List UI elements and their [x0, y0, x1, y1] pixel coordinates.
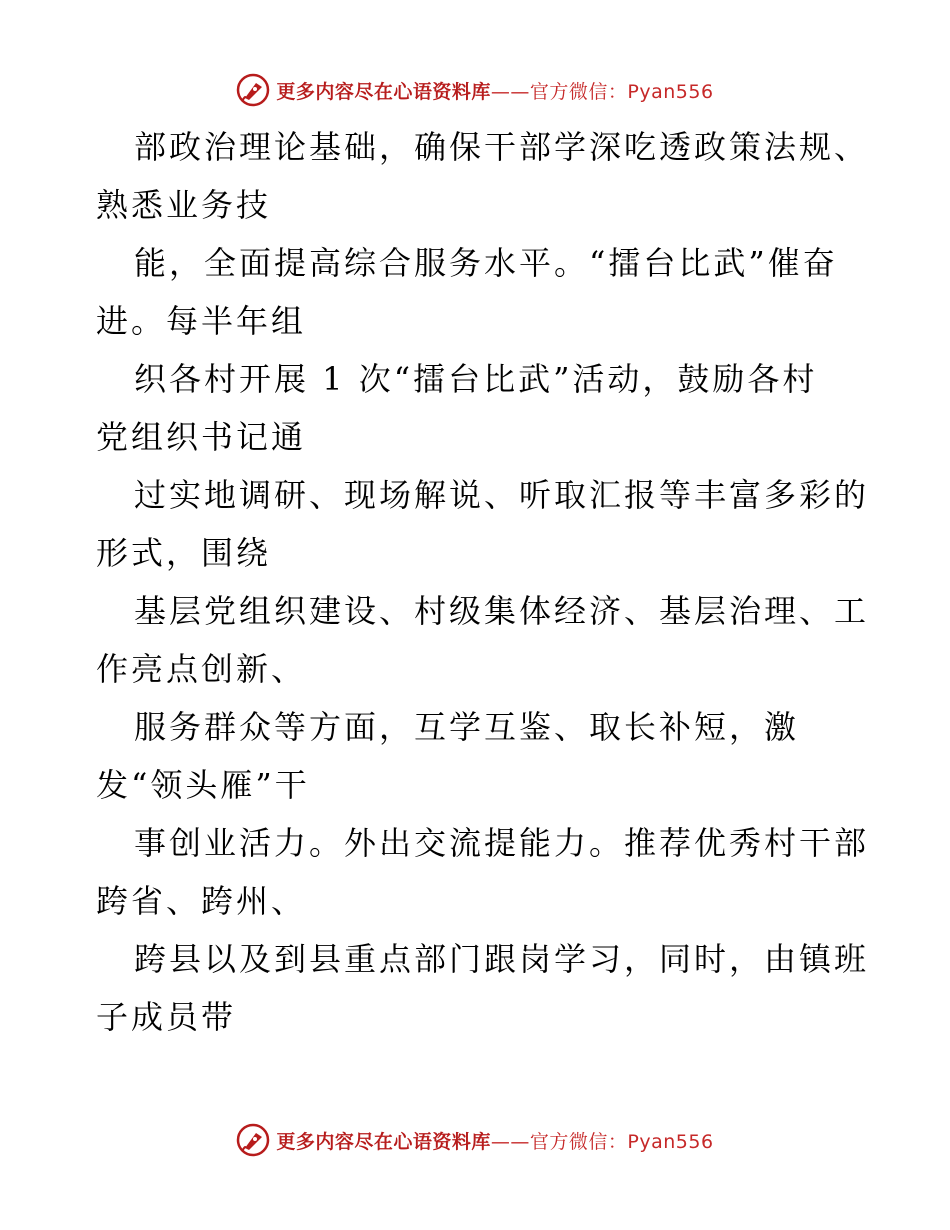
document-body: [96, 118, 870, 1046]
text-line: 进。每半年组: [96, 302, 307, 340]
text-line: 部政治理论基础，确保干部学深吃透政策法规、: [134, 128, 870, 166]
text-line: 作亮点创新、: [96, 650, 307, 688]
banner-dash: ——: [490, 80, 530, 103]
text-line: 形式，围绕: [96, 534, 272, 572]
banner-title: 更多内容尽在心语资料库: [276, 1130, 491, 1153]
text-line: 发“领头雁”干: [96, 766, 310, 804]
banner-title: 更多内容尽在心语资料库: [276, 80, 491, 103]
text-line: 事创业活力。外出交流提能力。推荐优秀村干部: [134, 824, 870, 862]
text-line: 织各村开展 1 次“擂台比武”活动，鼓励各村: [134, 360, 818, 398]
text-line: 服务群众等方面，互学互鉴、取长补短，激: [134, 708, 800, 746]
text-line: 能，全面提高综合服务水平。“擂台比武”催奋: [134, 244, 838, 282]
text-line: 熟悉业务技: [96, 186, 272, 224]
text-line: 跨省、跨州、: [96, 882, 307, 920]
text-line: 子成员带: [96, 998, 237, 1036]
text-line: 党组织书记通: [96, 418, 307, 456]
banner-dash: ——: [490, 1130, 530, 1153]
pen-nib-logo-icon: [236, 73, 270, 107]
text-line: 基层党组织建设、村级集体经济、基层治理、工: [134, 592, 870, 630]
banner-wechat: 官方微信：Pyan556: [529, 1130, 714, 1153]
banner-wechat: 官方微信：Pyan556: [529, 80, 714, 103]
text-line: 跨县以及到县重点部门跟岗学习，同时，由镇班: [134, 940, 870, 978]
header-banner: [0, 70, 950, 110]
footer-banner: [0, 1120, 950, 1160]
pen-nib-logo-icon: [236, 1123, 270, 1157]
text-line: 过实地调研、现场解说、听取汇报等丰富多彩的: [134, 476, 870, 514]
